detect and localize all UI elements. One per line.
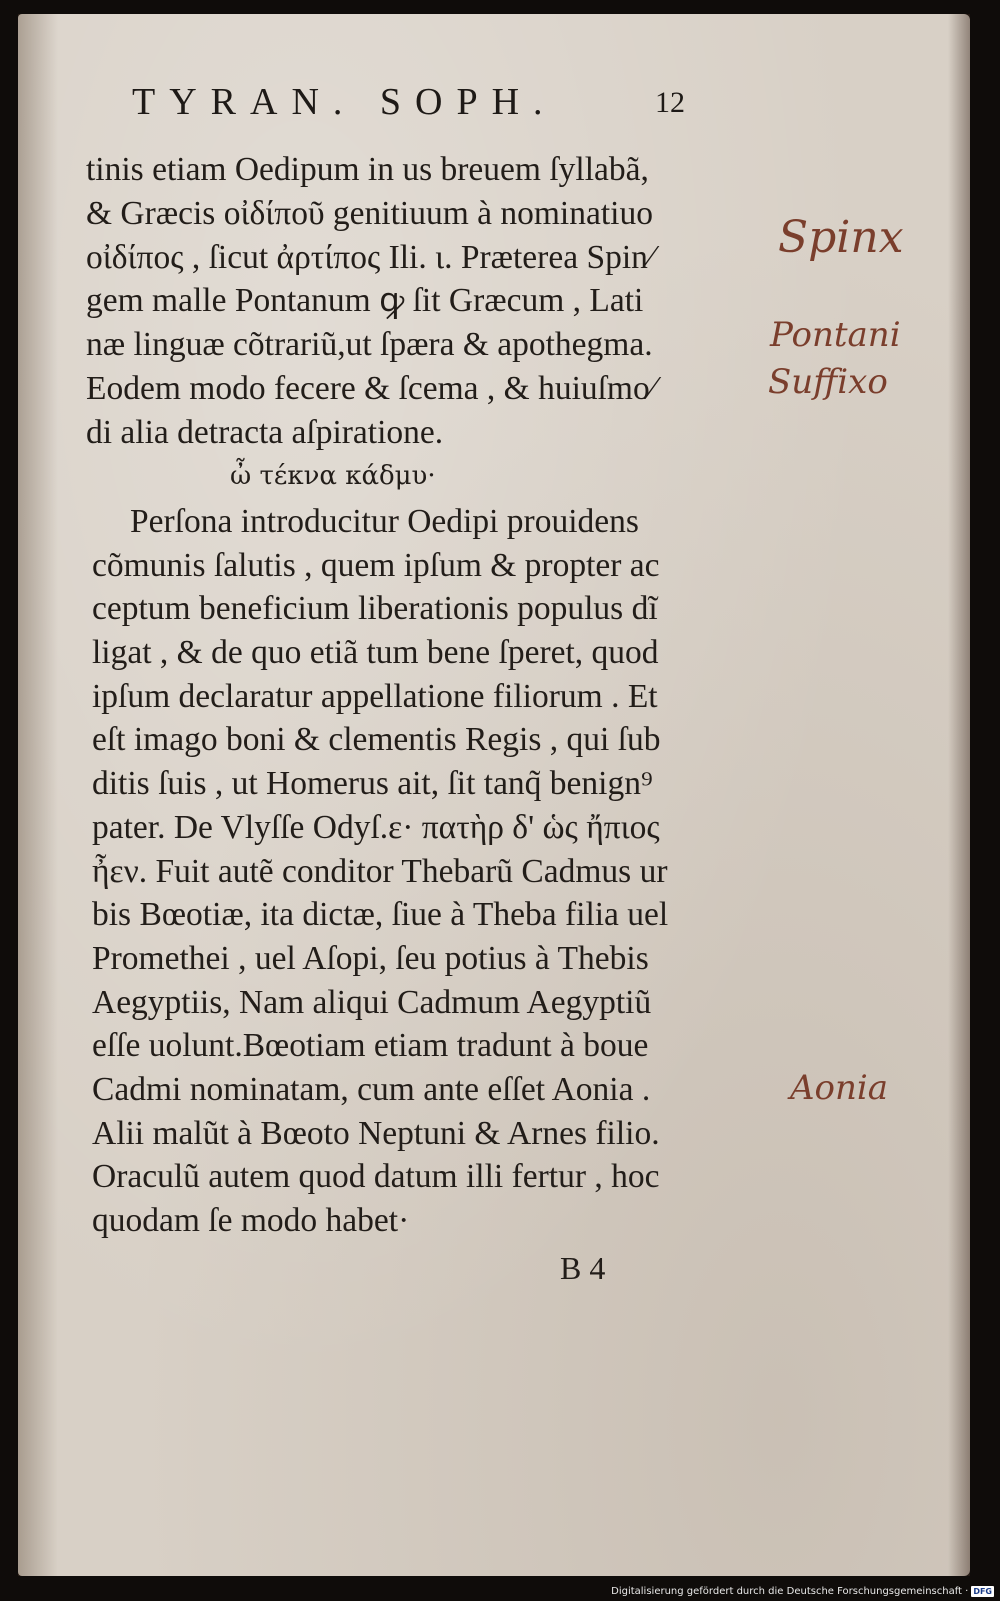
text-line: οἰδίπος , ſicut ἀρτίπος Ili. ι. Præterea Spin⁄ [86,238,654,276]
text-line: tinis etiam Oedipum in us breuem ſyllabã, [86,151,649,188]
text-line: di alia detracta aſpiratione. [86,413,444,451]
text-line: næ linguæ cõtrariũ,ut ſpæra & apothegma. [86,326,653,364]
text-line: cõmunis ſalutis , quem ipſum & propter ac [92,546,660,584]
text-line: Eodem modo fecere & ſcema , & huiuſmo⁄ [86,369,656,407]
signature-mark: B 4 [560,1250,606,1286]
digitization-credit [611,1586,994,1597]
credit-text: Digitalisierung gefördert durch die Deutsche Forschungsgemeinschaft · [611,1586,969,1597]
text-line: & Græcis οἰδίποῦ genitiuum à nominatiuo [86,194,653,232]
marginal-note: Aonia [790,1068,889,1108]
text-line: eſt imago boni & clementis Regis , qui ſub [92,721,661,759]
text-line: ἦεν. Fuit autẽ conditor Thebarũ Cadmus ur [92,852,668,890]
text-line: ligat , & de quo etiã tum bene ſperet, quod [92,634,659,672]
text-line: Cadmi nominatam, cum ante eſſet Aonia . [92,1070,651,1108]
text-line: gem malle Pontanum ꝙ ſit Græcum , Lati [86,282,644,320]
text-line: ipſum declaratur appellatione filiorum . Et [92,677,658,715]
marginal-note: Pontani [770,315,901,355]
text-line: Oraculũ autem quod datum illi fertur , hoc [92,1158,660,1196]
text-line: ceptum beneficium liberationis populus dĩ [92,590,658,628]
text-line: Aegyptiis, Nam aliqui Cadmum Aegyptiũ [92,983,652,1021]
text-line: Promethei , uel Aſopi, ſeu potius à Thebis [92,939,649,977]
dfg-logo: DFG [973,1587,992,1596]
page-number: 12 [655,86,685,119]
paragraph-1 [86,148,776,455]
text-line: eſſe uolunt.Bœotiam etiam tradunt à boue [92,1027,649,1065]
marginal-note: Spinx [778,212,904,263]
text-line: Alii malũt à Bœoto Neptuni & Arnes filio. [92,1114,660,1152]
text-line: ditis ſuis , ut Homerus ait, ſit tanq̃ benign⁹ [92,765,653,803]
paragraph-2 [92,500,772,1243]
text-line: quodam ſe modo habet· [92,1202,410,1239]
text-line: pater. De Vlyſſe Odyſ.ε· πατὴρ δ' ὡς ἤπιος [92,808,660,846]
running-title: TYRAN. SOPH. [132,81,557,123]
greek-lemma: ὦ τέκνα κάδμυ· [230,461,436,491]
text-line: bis Bœotiæ, ita dictæ, ſiue à Theba filia uel [92,896,669,934]
marginal-note: Suffixo [768,362,888,402]
text-line: Perſona introducitur Oedipi prouidens [130,503,639,540]
